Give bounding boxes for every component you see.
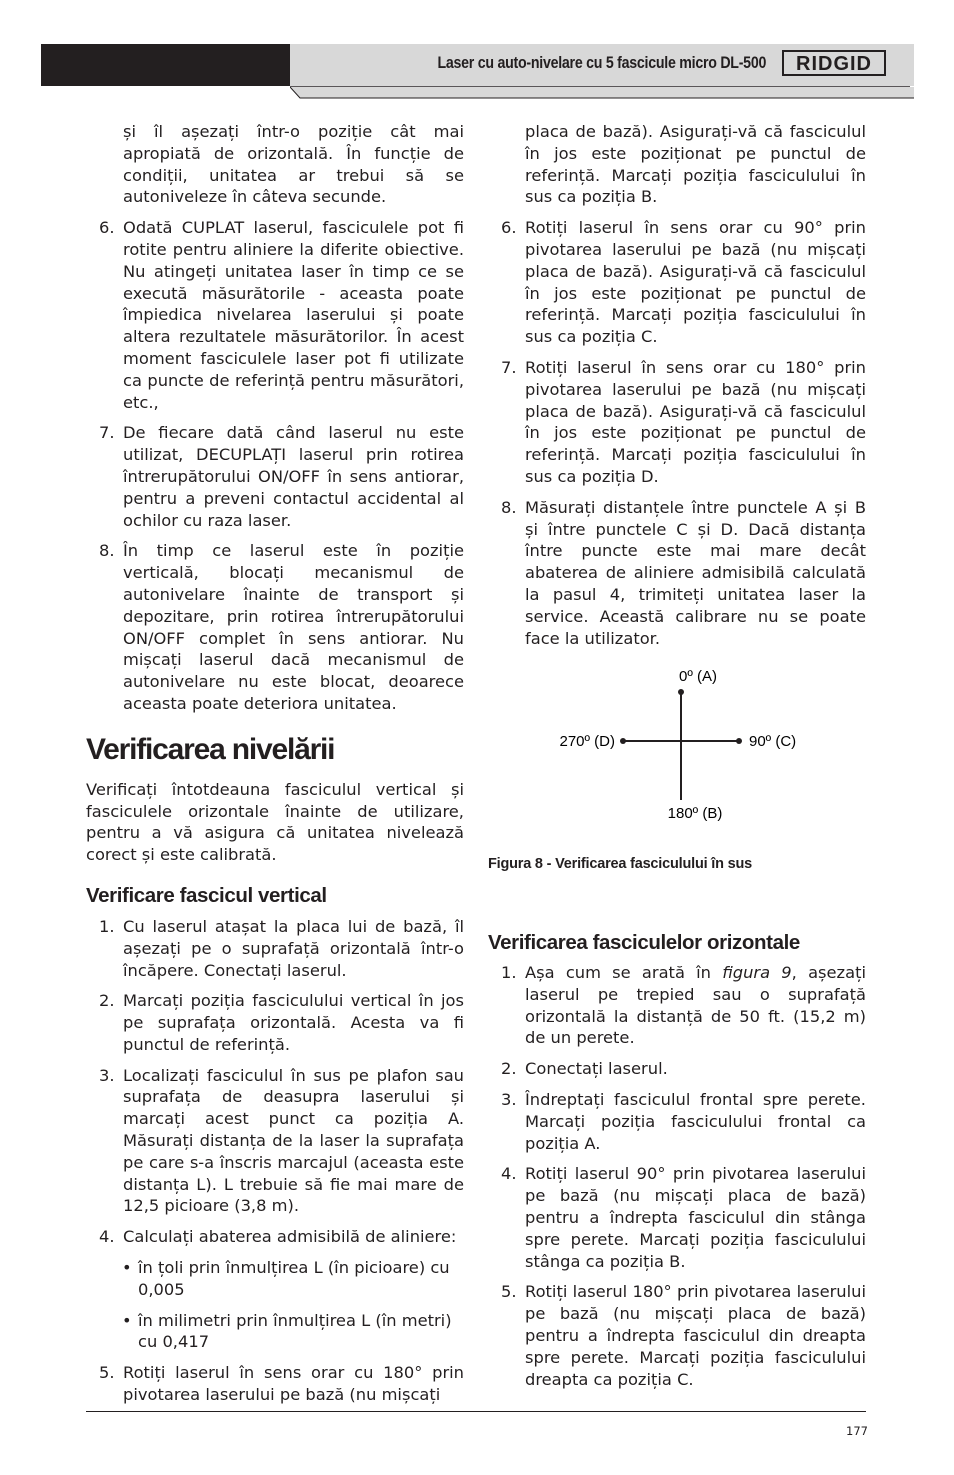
header-title: Laser cu auto-nivelare cu 5 fascicule micro DL-500 — [437, 54, 766, 72]
svg-text:RIDGID: RIDGID — [796, 53, 872, 75]
setup-steps-list — [86, 217, 464, 715]
left-column — [86, 121, 464, 1406]
horizontal-check-section — [488, 931, 866, 1390]
list-item: 1. Cu laserul atașat la placa lui de bază, îl așezați pe o suprafață orizontală într-o încăpere. Conectați laserul. — [99, 916, 464, 980]
subsection-title-horizontal: Verificarea fasciculelor orizontale — [488, 931, 800, 954]
intro-continuation: și îl așezați într-o poziție cât mai apropiată de orizontală. În funcție de condiții, unitatea ar trebui să se autoniveleze în câteva secunde. — [123, 122, 464, 207]
footer-rule — [86, 1411, 866, 1412]
bullet-item: • în țoli prin înmulțirea L (în picioare) cu 0,005 — [122, 1258, 450, 1299]
list-item: 6. Odată CUPLAT laserul, fasciculele pot fi rotite pentru aliniere la diferite obiective. Nu atingeți unitatea laser în timp ce se execută măsurătorile - aceasta poate împiedica nivelarea laserului și poate altera rezultatele măsurătorilor. În acest moment fasciculele laser pot fi utilizate ca puncte de referință pentru măsurători, etc., — [99, 218, 464, 412]
figure-caption: Figura 8 - Verificarea fasciculului în sus — [488, 856, 752, 872]
vertical-check-list-cont — [488, 217, 866, 649]
list-item: 3. Localizați fasciculul în sus pe plafon sau suprafața de deasupra laserului și marcați acest punct ca poziția A. Măsurați distanța de la laser la suprafața pe care s-a înscris marcajul (aceasta este distanța L). L trebuie să fie mai mare de 12,5 picioare (3,8 m). — [99, 1065, 464, 1216]
figure-8-diagram — [550, 660, 810, 830]
point-c — [736, 738, 742, 744]
point-d — [620, 738, 626, 744]
horizontal-check-list — [488, 962, 866, 1390]
right-column — [488, 121, 866, 649]
subsection-title-vertical: Verificare fascicul vertical — [86, 883, 327, 907]
label-270-d: 270º (D) — [559, 733, 615, 750]
label-180-b: 180º (B) — [667, 805, 723, 822]
list-item: 2. Conectați laserul. — [501, 1059, 668, 1079]
page-number: 177 — [846, 1424, 868, 1438]
list-item: 4. Rotiți laserul 90° prin pivotarea laserului pe bază (nu mișcați placa de bază) pentru a îndrepta fasciculul din stânga spre perete. Marcați poziția fasciculului stânga ca poziția B. — [501, 1164, 866, 1271]
section-intro: Verificați întotdeauna fasciculul vertical și fasciculele orizontale înainte de utilizare, pentru a vă asigura că unitatea nivelează corect și este calibrată. — [86, 779, 464, 865]
list-item: 8. În timp ce laserul este în poziție verticală, blocați mecanismul de autonivelare înainte de transport și depozitare, prin rotirea întrerupătorului ON/OFF complet în sens antiorar. Nu mișcați laserul dacă mecanismul de autonivelare nu este blocat, deoarece aceasta poate deteriora unitatea. — [99, 541, 464, 713]
point-a — [678, 689, 684, 695]
list-item: 1. Așa cum se arată în figura 9, așezați laserul pe trepied sau o suprafață orizontală la distanță de 50 ft. (15,2 m) de un perete. — [501, 963, 866, 1048]
label-90-c: 90º (C) — [749, 733, 797, 750]
list-item: 3. Îndreptați fasciculul frontal spre perete. Marcați poziția fasciculului frontal ca poziția A. — [501, 1089, 866, 1153]
section-title: Verificarea nivelării — [86, 732, 335, 766]
label-0-a: 0º (A) — [679, 668, 717, 685]
vertical-check-list — [86, 916, 464, 1406]
list-item: 4. Calculați abaterea admisibilă de aliniere: — [99, 1227, 457, 1247]
list-item: 7. De fiecare dată când laserul nu este utilizat, DECUPLAȚI laserul prin rotirea întrerupătorului ON/OFF în sens antiorar, pentru a preveni contactul accidental al ochilor cu raza laser. — [99, 423, 464, 530]
list-item: 5. Rotiți laserul 180° prin pivotarea laserului pe bază (nu mișcați placa de bază) pentru a îndrepta fasciculul din dreapta spre perete. Marcați poziția fasciculului dreapta ca poziția C. — [501, 1282, 866, 1389]
item5-continuation: placa de bază). Asigurați-vă că fasciculul în jos este poziționat pe punctul de referință. Marcați poziția fasciculului în sus ca poziția B. — [525, 122, 866, 207]
list-item: 8. Măsurați distanțele între punctele A și B și între punctele C și D. Dacă distanța între puncte este mai mare decât abaterea de aliniere admisibilă calculată la pasul 4, trimiteți unitatea laser la service. Această calibrare nu se poate face la utilizator. — [501, 497, 866, 648]
bullet-item: • în milimetri prin înmulțirea L (în metri) cu 0,417 — [122, 1310, 452, 1352]
list-item: 2. Marcați poziția fasciculului vertical în jos pe suprafața orizontală. Acesta va fi punctul de referință. — [99, 991, 464, 1054]
list-item: 6. Rotiți laserul în sens orar cu 90° prin pivotarea laserului pe bază (nu mișcați placa de bază). Asigurați-vă că fasciculul în jos este poziționat pe punctul de referință. Marcați poziția fasciculului în sus ca poziția C. — [501, 218, 866, 347]
header-black-bar — [41, 44, 290, 86]
list-item: 5. Rotiți laserul în sens orar cu 180° prin pivotarea laserului pe bază (nu mișcați — [99, 1363, 464, 1405]
header-underline — [290, 86, 914, 100]
ridgid-logo — [782, 50, 886, 76]
list-item: 7. Rotiți laserul în sens orar cu 180° prin pivotarea laserului pe bază (nu mișcați placa de bază). Asigurați-vă că fasciculul în jos este poziționat pe punctul de referință. Marcați poziția fasciculului în sus ca poziția D. — [501, 357, 866, 486]
